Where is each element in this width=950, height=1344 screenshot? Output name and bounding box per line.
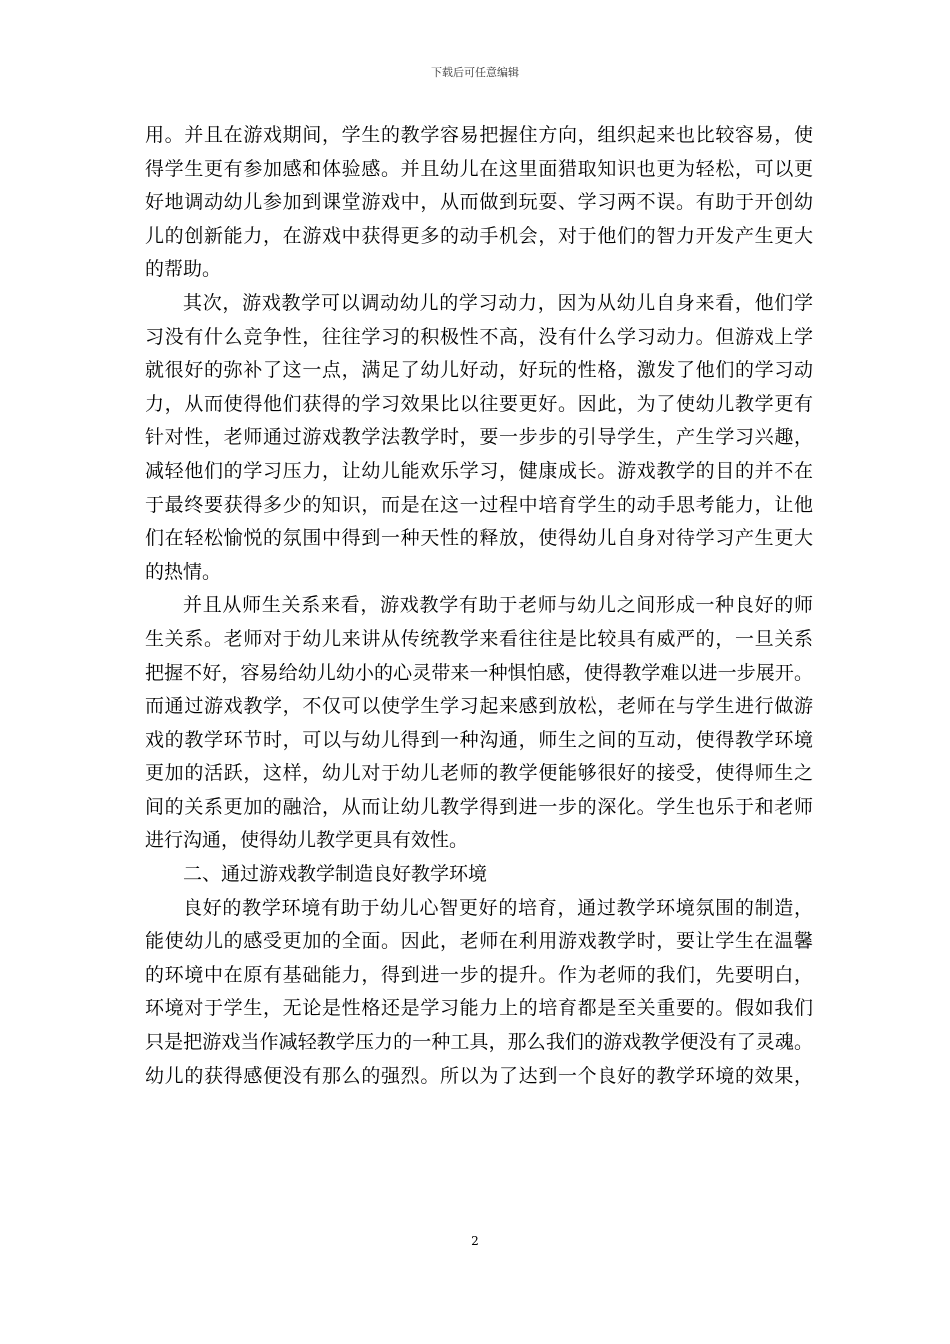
page-header: 下载后可任意编辑 <box>431 66 519 79</box>
text-line: 更加的活跃，这样，幼儿对于幼儿老师的教学便能够很好的接受，使得师生之 <box>145 762 813 785</box>
text-line: 把握不好，容易给幼儿幼小的心灵带来一种惧怕感，使得教学难以进一步展开。 <box>145 661 813 684</box>
text-line: 戏的教学环节时，可以与幼儿得到一种沟通，师生之间的互动，使得教学环境 <box>145 728 813 751</box>
text-line: 们在轻松愉悦的氛围中得到一种天性的释放，使得幼儿自身对待学习产生更大 <box>145 527 813 550</box>
paragraph <box>145 589 813 858</box>
text-line: 就很好的弥补了这一点，满足了幼儿好动，好玩的性格，激发了他们的学习动 <box>145 359 813 382</box>
page-number: 2 <box>471 1234 479 1248</box>
text-line: 针对性，老师通过游戏教学法教学时，要一步步的引导学生，产生学习兴趣， <box>145 426 813 449</box>
text-line: 力，从而使得他们获得的学习效果比以往要更好。因此，为了使幼儿教学更有 <box>145 392 813 415</box>
text-line: 儿的创新能力，在游戏中获得更多的动手机会，对于他们的智力开发产生更大 <box>145 224 813 247</box>
paragraph <box>145 287 813 589</box>
text-line: 习没有什么竞争性，往往学习的积极性不高，没有什么学习动力。但游戏上学 <box>145 325 813 348</box>
text-line: 间的关系更加的融洽，从而让幼儿教学得到进一步的深化。学生也乐于和老师 <box>145 795 813 818</box>
text-line: 的帮助。 <box>145 258 222 281</box>
text-line: 而通过游戏教学，不仅可以使学生学习起来感到放松，老师在与学生进行做游 <box>145 695 813 718</box>
text-line: 能使幼儿的感受更加的全面。因此，老师在利用游戏教学时，要让学生在温馨 <box>145 930 813 953</box>
text-line: 进行沟通，使得幼儿教学更具有效性。 <box>145 829 469 852</box>
section-heading-text: 二、通过游戏教学制造良好教学环境 <box>183 863 488 886</box>
text-line: 环境对于学生，无论是性格还是学习能力上的培育都是至关重要的。假如我们 <box>145 997 813 1020</box>
document-body <box>145 119 813 1093</box>
text-line: 的环境中在原有基础能力，得到进一步的提升。作为老师的我们，先要明白， <box>145 963 813 986</box>
text-line: 并且从师生关系来看，游戏教学有助于老师与幼儿之间形成一种良好的师 <box>183 594 813 617</box>
text-line: 只是把游戏当作减轻教学压力的一种工具，那么我们的游戏教学便没有了灵魂。 <box>145 1031 813 1054</box>
paragraph <box>145 119 813 287</box>
section-heading <box>145 858 813 892</box>
text-line: 的热情。 <box>145 560 222 583</box>
text-line: 减轻他们的学习压力，让幼儿能欢乐学习，健康成长。游戏教学的目的并不在 <box>145 459 813 482</box>
text-line: 于最终要获得多少的知识，而是在这一过程中培育学生的动手思考能力，让他 <box>145 493 813 516</box>
text-line: 好地调动幼儿参加到课堂游戏中，从而做到玩耍、学习两不误。有助于开创幼 <box>145 191 813 214</box>
text-line: 其次，游戏教学可以调动幼儿的学习动力，因为从幼儿自身来看，他们学 <box>183 291 813 314</box>
text-line: 良好的教学环境有助于幼儿心智更好的培育，通过教学环境氛围的制造， <box>183 896 813 919</box>
text-line: 用。并且在游戏期间，学生的教学容易把握住方向，组织起来也比较容易，使 <box>145 124 813 146</box>
text-line: 生关系。老师对于幼儿来讲从传统教学来看往往是比较具有威严的，一旦关系 <box>145 627 813 650</box>
text-line: 幼儿的获得感便没有那么的强烈。所以为了达到一个良好的教学环境的效果， <box>145 1064 813 1087</box>
paragraph <box>145 892 813 1094</box>
text-line: 得学生更有参加感和体验感。并且幼儿在这里面猎取知识也更为轻松，可以更 <box>145 157 813 180</box>
